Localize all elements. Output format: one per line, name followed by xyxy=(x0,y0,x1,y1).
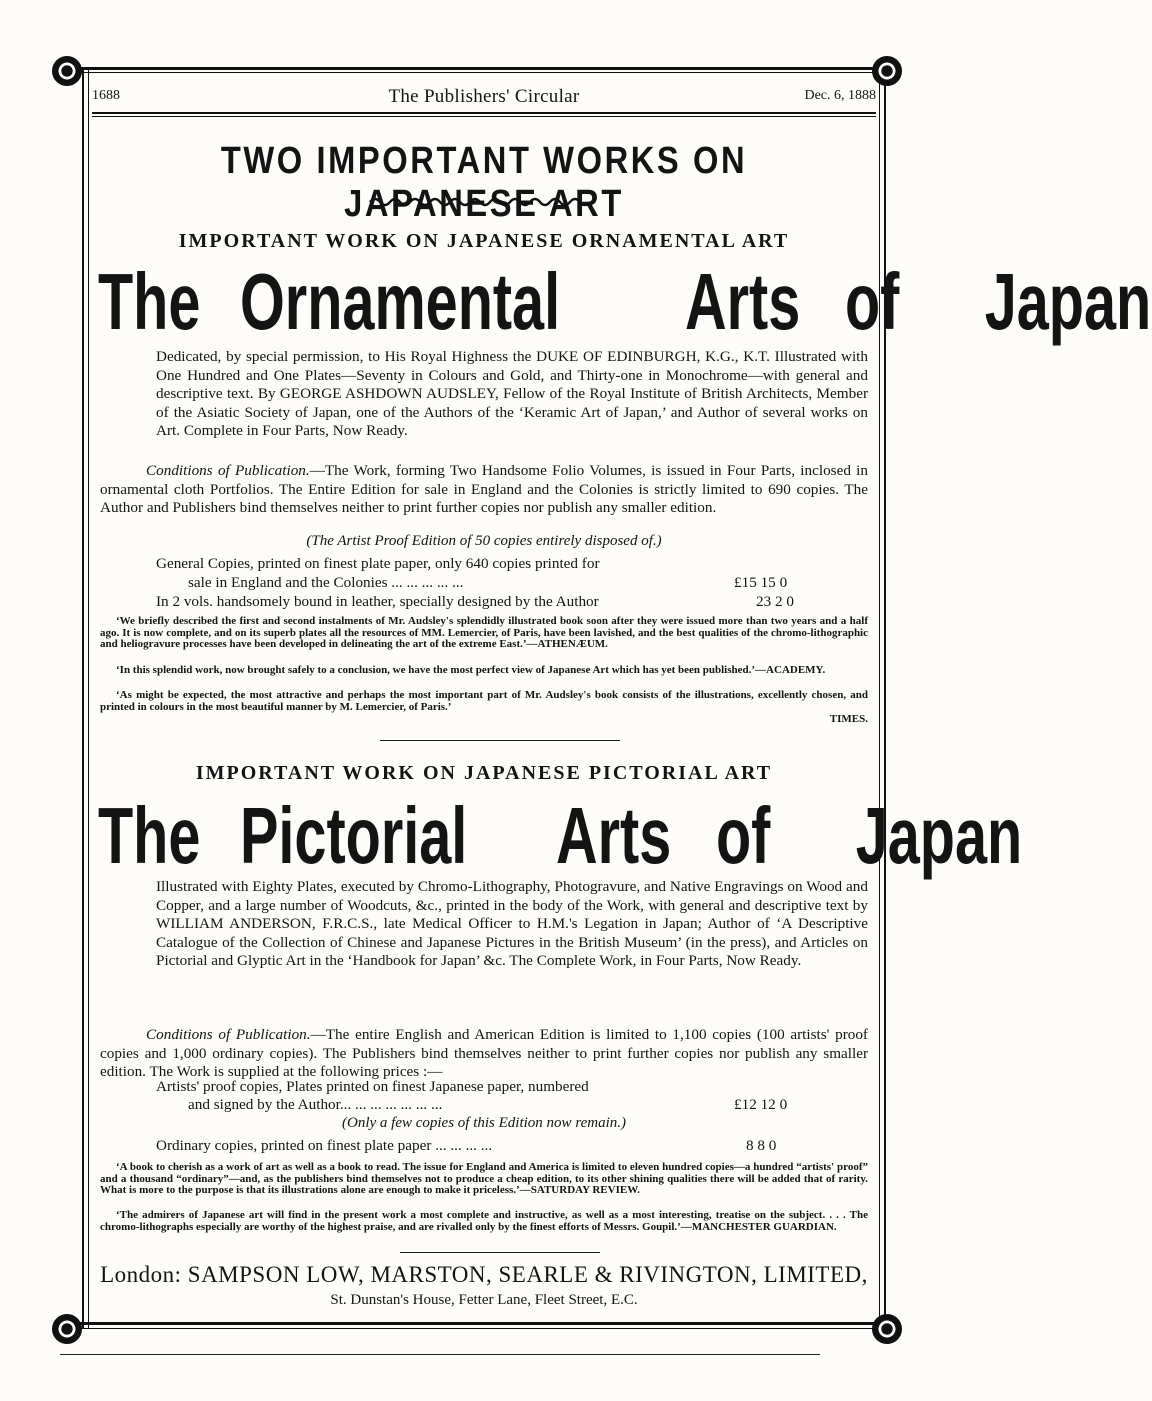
price1-value: £15 15 0 xyxy=(734,574,788,591)
review-source: TIMES. xyxy=(829,713,868,725)
section1-review: ‘We briefly described the first and second instalments of Mr. Audsley's splendidly illustrated book soon after they were issued more than two years and a half ago. It is now complete, and on its superb plates all the resources of MM. Lemercier, of Paris, have been lavished, and the best qualities of the chromo-lithographic and heliogravure processes have been developed in delineating the art of the extreme East.’—ATHENÆUM. xyxy=(100,615,868,651)
conditions-label: Conditions of Publication. xyxy=(146,462,310,479)
big-title-word: The xyxy=(98,791,201,880)
frame-left-rule-thin xyxy=(88,67,89,1329)
section2-subtitle: IMPORTANT WORK ON JAPANESE PICTORIAL ART xyxy=(195,762,773,784)
big-title-word: Pictorial xyxy=(240,791,468,880)
big-title-word: Arts xyxy=(555,791,672,880)
frame-top-rule-thin xyxy=(60,72,898,73)
big-title-word: Arts xyxy=(684,257,801,346)
section2-review: ‘A book to cherish as a work of art as well as a book to read. The issue for England and America is limited to eleven hundred copies—a hundred “artists' proof” and a thousand “ordinary”—and, as the publishers bind themselves not to produce a cheap edition, to its other shining qualities there will be added that of rarity. What is more to the purpose is that its illustrations alone are enough to make it priceless.’—SATURDAY REVIEW. xyxy=(100,1161,868,1197)
publisher-address: St. Dunstan's House, Fetter Lane, Fleet Street, E.C. xyxy=(330,1292,638,1308)
section1-review: ‘As might be expected, the most attractive and perhaps the most important part of Mr. Audsley's book consists of the illustrations, excellently chosen, and printed in colours in the most beautiful manner by M. Lemercier, of Paris.’ xyxy=(100,689,868,713)
price2-value: 23 2 0 xyxy=(756,593,794,610)
issue-date: Dec. 6, 1888 xyxy=(804,88,876,103)
big-title-word: Ornamental xyxy=(240,257,561,346)
price1-line1: Artists' proof copies, Plates printed on finest Japanese paper, numbered xyxy=(156,1078,589,1095)
price1-value: £12 12 0 xyxy=(734,1096,788,1113)
section2-conditions xyxy=(100,1026,868,1082)
section2-description: Illustrated with Eighty Plates, executed by Chromo-Lithography, Photogravure, and Native Engravings on Wood and Copper, and a large number of Woodcuts, &c., printed in the body of the Work, with general and descriptive text by WILLIAM ANDERSON, F.R.C.S., late Medical Officer to H.M.'s Legation in Japan; Author of ‘A Descriptive Catalogue of the Collection of Chinese and Japanese Pictures in the British Museum’ (in the press), and Articles on Pictorial and Glyptic Art in the ‘Handbook for Japan’ &c. The Complete Work, in Four Parts, Now Ready. xyxy=(156,878,868,970)
big-title-word: The xyxy=(98,257,201,346)
section2-review: ‘The admirers of Japanese art will find in the present work a most complete and instructive, as well as a most interesting, treatise on the subject. . . . The chromo-lithographs especially are worthy of the highest praise, and are rivalled only by the finest efforts of Messrs. Goupil.’—MANCHESTER GUARDIAN. xyxy=(100,1209,868,1233)
imprint-divider xyxy=(400,1252,600,1253)
big-title-word: of xyxy=(844,257,900,346)
publisher-imprint: London: SAMPSON LOW, MARSTON, SEARLE & RIVINGTON, LIMITED, xyxy=(100,1262,868,1287)
section1-review: ‘In this splendid work, now brought safely to a conclusion, we have the most perfect view of Japanese Art which has yet been published.’—ACADEMY. xyxy=(116,664,826,676)
page-number: 1688 xyxy=(92,88,120,103)
corner-ornament-icon xyxy=(52,56,82,86)
big-title-word: of xyxy=(715,791,771,880)
artist-proof-note: (The Artist Proof Edition of 50 copies entirely disposed of.) xyxy=(306,533,662,549)
page-edge-line xyxy=(60,1354,820,1355)
frame-bottom-rule-thin xyxy=(60,1328,898,1329)
header-rule-thin xyxy=(92,116,876,117)
section1-big-title xyxy=(98,257,1152,346)
price1-line2: and signed by the Author... ... ... ... ... ... ... xyxy=(188,1096,443,1113)
frame-left-rule xyxy=(82,67,84,1329)
corner-ornament-icon xyxy=(52,1314,82,1344)
price1-line2: sale in England and the Colonies ... ... ... ... ... xyxy=(188,574,464,591)
section1-description: Dedicated, by special permission, to His Royal Highness the DUKE OF EDINBURGH, K.G., K.T. Illustrated with One Hundred and One Plates—Seventy in Colours and Gold, and Thirty-one in Monochrome—with general and descriptive text. By GEORGE ASHDOWN AUDSLEY, Fellow of the Royal Institute of British Architects, Member of the Asiatic Society of Japan, one of the Authors of the ‘Keramic Art of Japan,’ and Author of several works on Art. Complete in Four Parts, Now Ready. xyxy=(156,348,868,440)
big-title-word: Japan xyxy=(985,257,1152,346)
header-rule xyxy=(92,112,876,114)
main-title: TWO IMPORTANT WORKS ON JAPANESE ART xyxy=(220,140,748,225)
frame-bottom-rule xyxy=(60,1322,898,1325)
price2-line: In 2 vols. handsomely bound in leather, specially designed by the Author xyxy=(156,593,599,610)
publication-title: The Publishers' Circular xyxy=(388,86,580,107)
frame-top-rule xyxy=(60,67,898,70)
few-copies-note: (Only a few copies of this Edition now remain.) xyxy=(342,1115,626,1131)
conditions-label: Conditions of Publication. xyxy=(146,1026,311,1043)
section1-subtitle: IMPORTANT WORK ON JAPANESE ORNAMENTAL ART xyxy=(178,230,790,252)
price1-line1: General Copies, printed on finest plate paper, only 640 copies printed for xyxy=(156,555,600,572)
section-divider xyxy=(380,740,620,741)
corner-ornament-icon xyxy=(872,1314,902,1344)
conditions-text: —The entire English and American Edition is limited to 1,100 copies (100 artists' proof copies and 1,000 ordinary copies). The Publishers bind themselves neither to print further copies nor publish any smaller edition. The Work is supplied at the following prices :— xyxy=(100,1026,868,1081)
big-title-word: Japan xyxy=(856,791,1023,880)
conditions-text: —The Work, forming Two Handsome Folio Volumes, is issued in Four Parts, inclosed in ornamental cloth Portfolios. The Entire Edition for sale in England and the Colonies is strictly limited to 690 copies. The Author and Publishers bind themselves neither to print further copies nor publish any smaller edition. xyxy=(100,462,868,517)
section1-conditions xyxy=(100,462,868,518)
price2-value: 8 8 0 xyxy=(746,1137,777,1154)
price2-line: Ordinary copies, printed on finest plate paper ... ... ... ... xyxy=(156,1137,493,1154)
section2-big-title xyxy=(98,791,1023,880)
corner-ornament-icon xyxy=(872,56,902,86)
wavy-divider-icon xyxy=(370,196,590,208)
page-header xyxy=(92,86,876,108)
